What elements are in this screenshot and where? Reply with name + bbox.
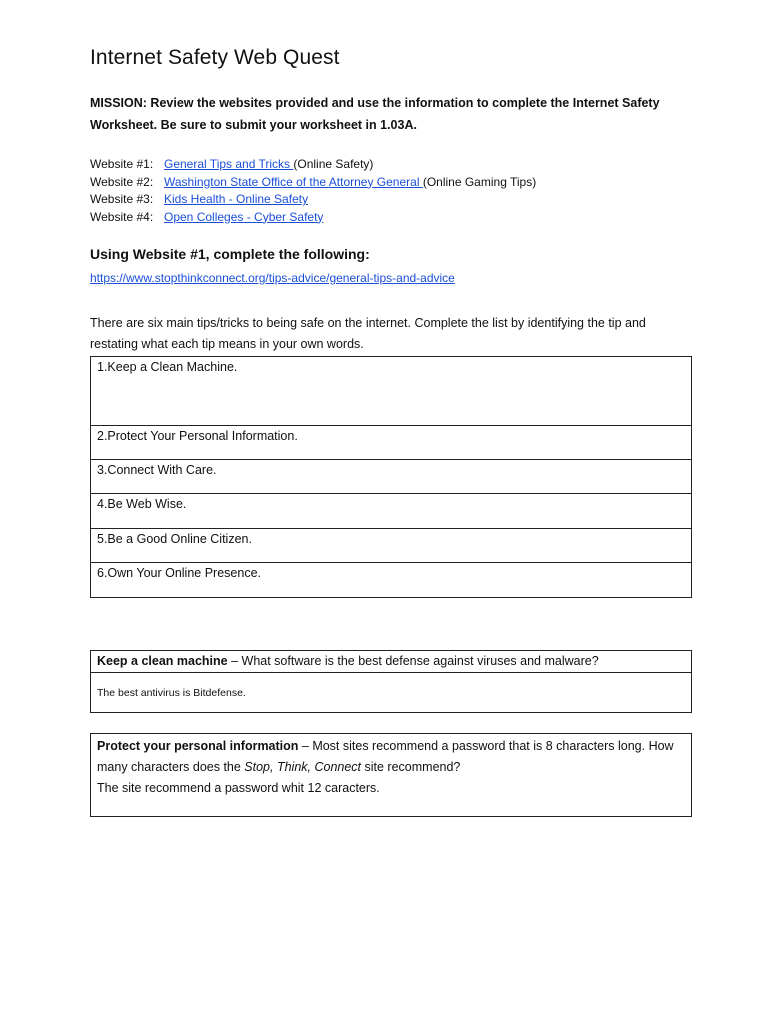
- table-row: [91, 494, 692, 529]
- section-url: [90, 271, 455, 285]
- question-personal-information: [90, 733, 692, 817]
- website-row-3: [90, 191, 536, 209]
- table-row: [91, 426, 692, 460]
- table-row: [91, 529, 692, 563]
- table-row: [91, 460, 692, 494]
- tip-cell[interactable]: 2.Protect Your Personal Information.: [91, 426, 692, 460]
- tip-cell[interactable]: 6.Own Your Online Presence.: [91, 563, 692, 598]
- section-url-link[interactable]: https://www.stopthinkconnect.org/tips-advice/general-tips-and-advice: [90, 271, 455, 285]
- mission-statement: MISSION: Review the websites provided and use the information to complete the Internet Safety Worksheet. Be sure to submit your worksheet in 1.03A.: [90, 96, 660, 132]
- question-topic: Protect your personal information: [97, 739, 299, 753]
- website-link-kids-health[interactable]: Kids Health - Online Safety: [164, 192, 309, 206]
- tips-table: [90, 356, 692, 598]
- tip-cell[interactable]: 3.Connect With Care.: [91, 460, 692, 494]
- website-link-attorney-general[interactable]: Washington State Office of the Attorney General: [164, 174, 423, 189]
- page-title: Internet Safety Web Quest: [90, 46, 340, 69]
- website-note: (Online Gaming Tips): [422, 174, 537, 189]
- website-label: Website #2:: [90, 174, 154, 189]
- website-link-general-tips[interactable]: General Tips and Tricks: [164, 157, 294, 171]
- section-heading: Using Website #1, complete the following:: [90, 246, 370, 262]
- website-row-1: [90, 156, 536, 174]
- instructions-text: There are six main tips/tricks to being safe on the internet. Complete the list by identifying the tip and restating what each tip means in your own words.: [90, 316, 646, 351]
- tip-cell[interactable]: 4.Be Web Wise.: [91, 494, 692, 529]
- website-list: [90, 156, 536, 226]
- tip-cell[interactable]: 1.Keep a Clean Machine.: [91, 357, 692, 426]
- website-note: (Online Safety): [293, 157, 374, 171]
- question-body: – What software is the best defense against viruses and malware?: [227, 654, 599, 668]
- website-row-2: [90, 174, 536, 192]
- website-label: Website #1:: [90, 157, 154, 171]
- question-topic: Keep a clean machine: [97, 654, 228, 668]
- website-label: Website #4:: [90, 209, 154, 224]
- website-link-open-colleges[interactable]: Open Colleges - Cyber Safety: [164, 209, 324, 224]
- website-row-4: [90, 209, 536, 227]
- tip-cell[interactable]: 5.Be a Good Online Citizen.: [91, 529, 692, 563]
- question-clean-machine: [90, 650, 692, 713]
- question-body: – Most sites recommend a password that is 8 characters long. How many characters does the: [97, 739, 674, 774]
- question-text: [97, 736, 685, 778]
- question-text: [91, 651, 691, 673]
- answer-text[interactable]: The site recommend a password whit 12 caracters.: [97, 781, 380, 795]
- table-row: [91, 357, 692, 426]
- website-label: Website #3:: [90, 192, 154, 206]
- table-row: [91, 563, 692, 598]
- site-name: Stop, Think, Connect: [244, 760, 362, 774]
- answer-text[interactable]: The best antivirus is Bitdefense.: [97, 687, 246, 699]
- question-body-end: site recommend?: [361, 760, 461, 774]
